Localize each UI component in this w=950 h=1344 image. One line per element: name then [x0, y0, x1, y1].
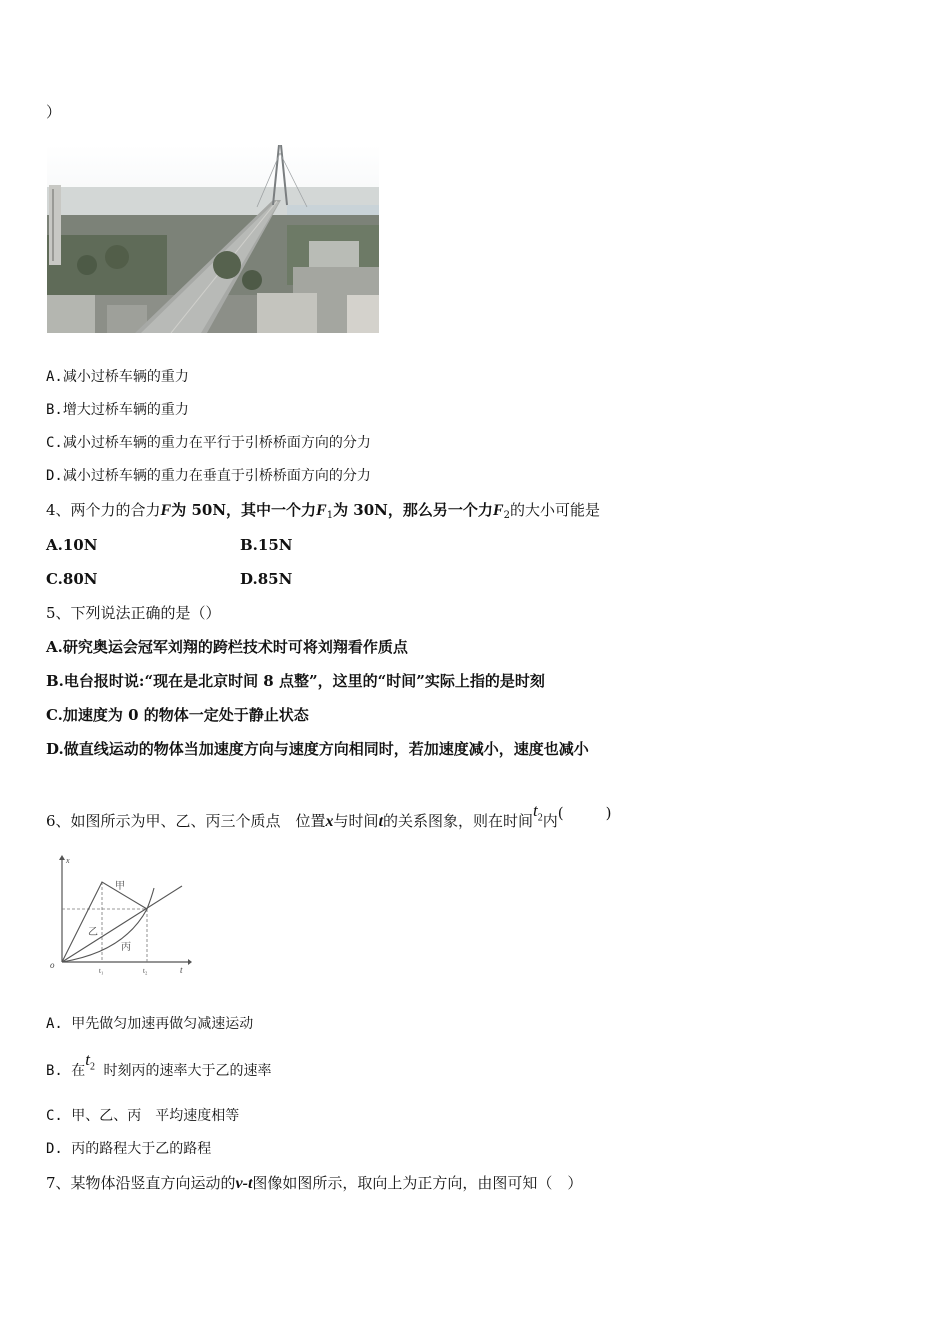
continuation-paren: ） [46, 103, 62, 121]
q4-option-d: D.85N [240, 570, 293, 588]
curve-bing [62, 888, 154, 962]
q6-xt-graph [44, 852, 192, 980]
q5-option-d: D.做直线运动的物体当加速度方向与速度方向相同时，若加速度减小，速度也减小 [46, 740, 589, 758]
q3-option-c: C.减小过桥车辆的重力在平行于引桥桥面方向的分力 [46, 435, 371, 451]
q3-option-a: A.减小过桥车辆的重力 [46, 369, 189, 385]
curve-jia [62, 882, 147, 962]
q5-stem: 5、下列说法正确的是（） [46, 604, 221, 622]
graph-t1-label: t₁ [99, 967, 104, 975]
graph-t2-label: t₂ [143, 967, 148, 975]
graph-t-label: t [180, 965, 183, 975]
q4-option-c: C.80N [46, 570, 98, 588]
q3-option-d: D.减小过桥车辆的重力在垂直于引桥桥面方向的分力 [46, 468, 371, 484]
bridge-photo [47, 145, 379, 333]
q5-option-c: C.加速度为 0 的物体一定处于静止状态 [46, 706, 309, 724]
q7-stem: 7、某物体沿竖直方向运动的v-t图像如图所示，取向上为正方向，由图可知（ ） [46, 1174, 583, 1192]
q4-option-a: A.10N [46, 536, 98, 554]
graph-bing-label: 丙 [121, 942, 131, 953]
graph-origin-label: o [50, 960, 55, 970]
q5-option-a: A.研究奥运会冠军刘翔的跨栏技术时可将刘翔看作质点 [46, 638, 408, 656]
q6-stem: 6、如图所示为甲、乙、丙三个质点 位置x与时间t的关系图象，则在时间$t_2$内( ) [46, 801, 612, 830]
q6-option-b: B. 在$t_2$ 时刻丙的速率大于乙的速率 [46, 1050, 272, 1079]
q6-option-a: A. 甲先做匀加速再做匀减速运动 [46, 1016, 254, 1032]
graph-x-label: x [66, 856, 70, 865]
q6-option-d: D. 丙的路程大于乙的路程 [46, 1141, 212, 1157]
q4-stem: 4、两个力的合力F为 50N，其中一个力$F_1$为 30N，那么另一个力$F_2$的大小可能是 [46, 501, 600, 521]
graph-yi-label: 乙 [88, 927, 98, 938]
graph-jia-label: 甲 [115, 881, 125, 892]
q3-option-b: B.增大过桥车辆的重力 [46, 402, 189, 418]
q6-option-c: C. 甲、乙、丙 平均速度相等 [46, 1108, 240, 1124]
q4-option-b: B.15N [240, 536, 293, 554]
q5-option-b: B.电台报时说:“现在是北京时间 8 点整”，这里的“时间”实际上指的是时刻 [46, 672, 545, 690]
